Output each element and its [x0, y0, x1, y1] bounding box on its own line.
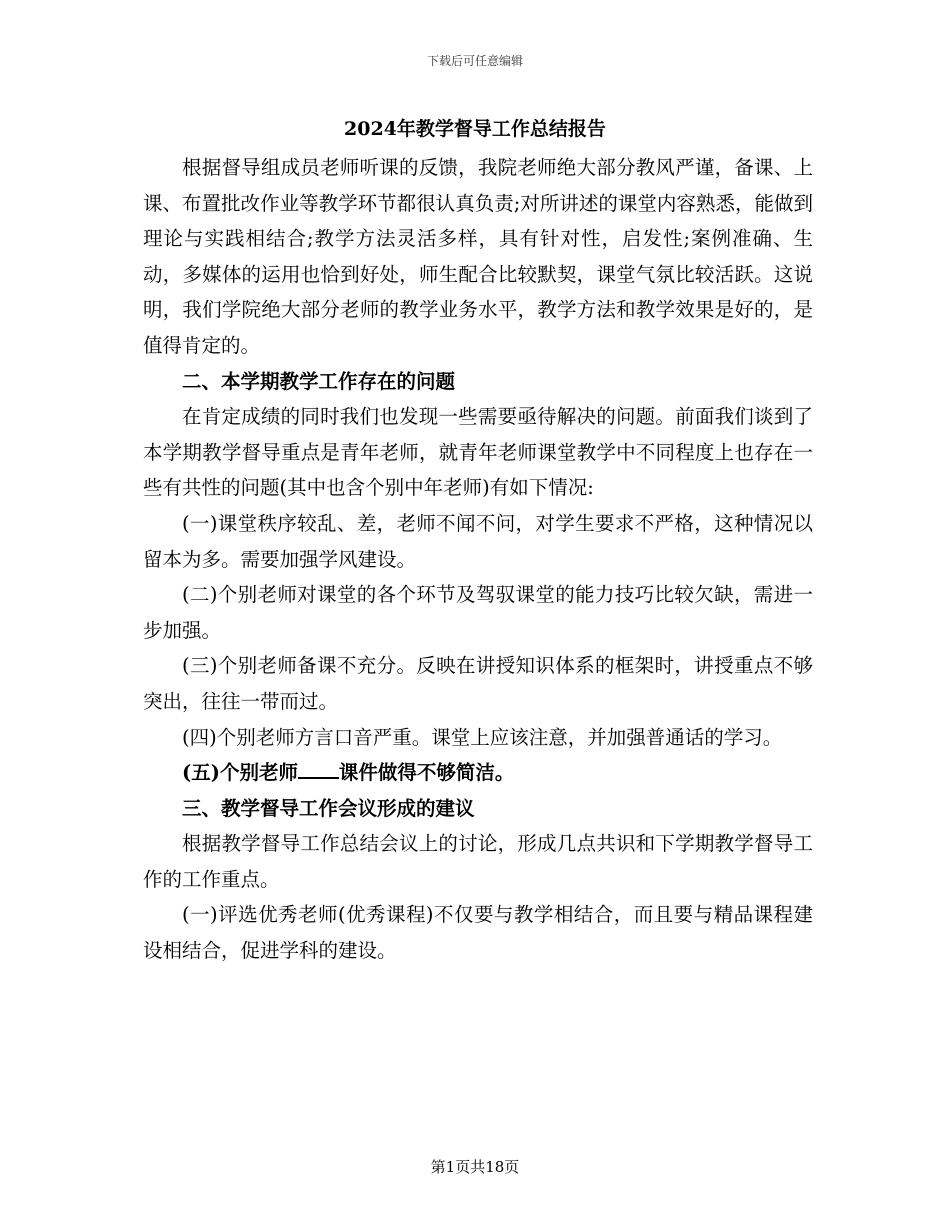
paragraph-summary: 根据督导组成员老师听课的反馈，我院老师绝大部分教风严谨，备课、上课、布置批改作业等教学环节都很认真负责;对所讲述的课堂内容熟悉，能做到理论与实践相结合;教学方法灵活多样，具有针对性，启发性;案例准确、生动，多媒体的运用也恰到好处，师生配合比较默契，课堂气氛比较活跃。这说明，我们学院绝大部分老师的教学业务水平，教学方法和教学效果是好的，是值得肯定的。: [143, 156, 813, 357]
paragraph-problem-1: (一)课堂秩序较乱、差，老师不闻不问，对学生要求不严格，这种情况以留本为多。需要加强学风建设。: [143, 511, 813, 571]
section-heading-problems: 二、本学期教学工作存在的问题: [182, 369, 456, 393]
paragraph-problem-5: [143, 755, 813, 791]
section-heading-suggestions: 三、教学督导工作会议形成的建议: [182, 796, 475, 820]
paragraph-suggestion-1: (一)评选优秀老师(优秀课程)不仅要与教学相结合，而且要与精品课程建设相结合，促进学科的建设。: [143, 903, 813, 963]
paragraph-problems-intro: 在肯定成绩的同时我们也发现一些需要亟待解决的问题。前面我们谈到了本学期教学督导重点是青年老师，就青年老师课堂教学中不同程度上也存在一些有共性的问题(其中也含个别中年老师)有如下情况:: [143, 405, 813, 500]
paragraph-problem-2: (二)个别老师对课堂的各个环节及驾驭课堂的能力技巧比较欠缺，需进一步加强。: [143, 583, 813, 642]
document-body: [143, 150, 813, 969]
page-number: 第1页共18页: [430, 1158, 520, 1176]
document-title: 2024年教学督导工作总结报告: [344, 118, 606, 140]
fill-in-blank: [298, 760, 339, 780]
problem-5-start: (五)个别老师: [182, 761, 298, 785]
paragraph-problem-4: (四)个别老师方言口音严重。课堂上应该注意，并加强普通话的学习。: [182, 725, 783, 749]
page-header-note: 下载后可任意编辑: [426, 54, 523, 68]
paragraph-suggestions-intro: 根据教学督导工作总结会议上的讨论，形成几点共识和下学期教学督导工作的工作重点。: [143, 832, 813, 891]
problem-5-end: 课件做得不够简洁。: [338, 761, 515, 785]
paragraph-problem-3: (三)个别老师备课不充分。反映在讲授知识体系的框架时，讲授重点不够突出，往往一带而过。: [143, 654, 813, 713]
